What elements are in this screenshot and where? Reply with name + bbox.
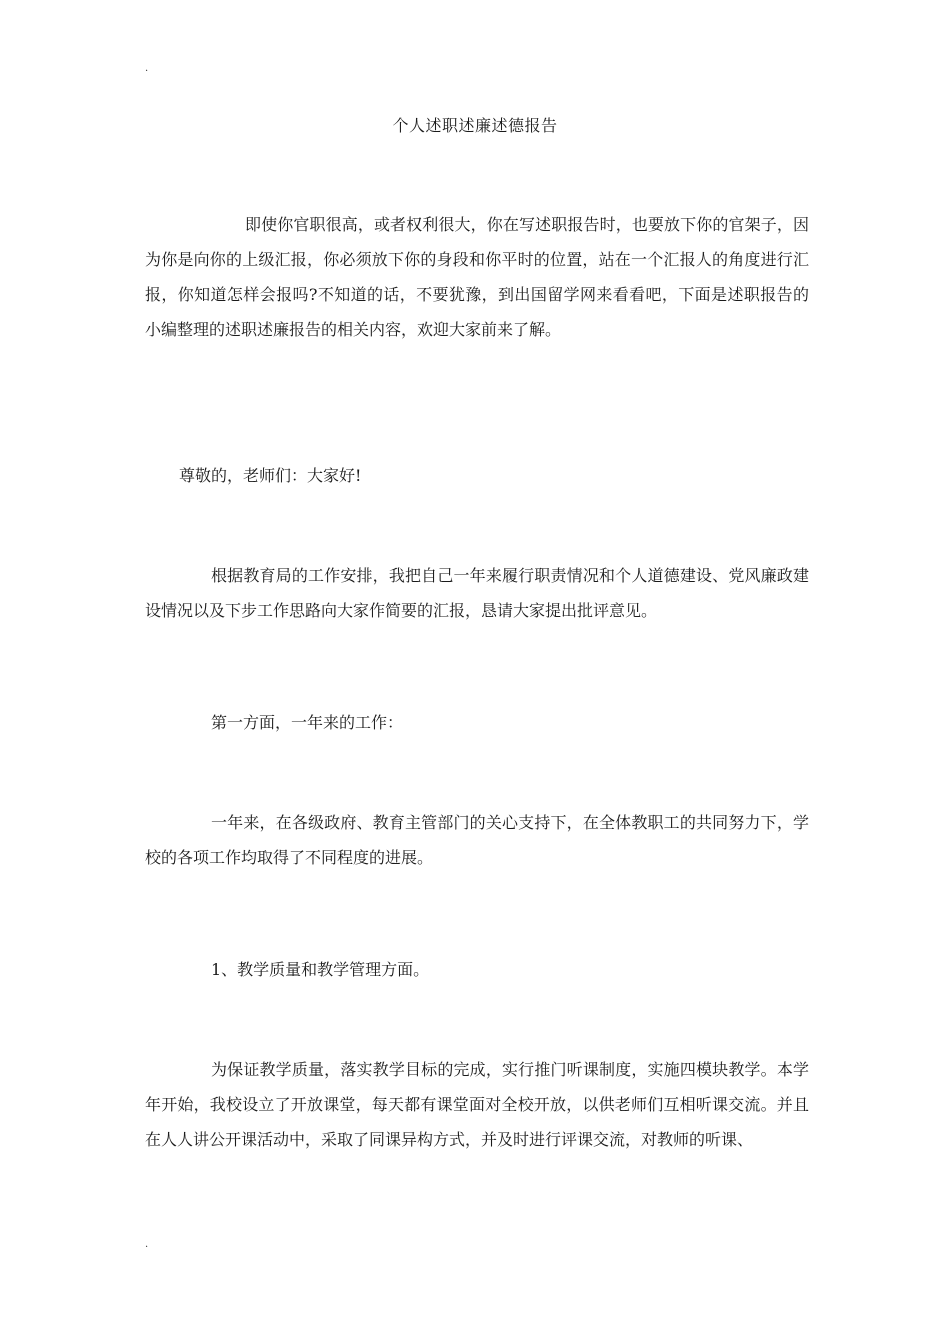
greeting-paragraph: 尊敬的，老师们：大家好! xyxy=(179,466,362,485)
page-top-mark: . xyxy=(145,63,149,74)
intro-paragraph: 即使你官职很高，或者权利很大，你在写述职报告时，也要放下你的官架子，因为你是向你的上级汇报，你必须放下你的身段和你平时的位置，站在一个汇报人的角度进行汇报，你知道怎样会报吗?不知道的话，不要犹豫，到出国留学网来看看吧，下面是述职报告的小编整理的述职述廉报告的相关内容，欢迎大家前来了解。 xyxy=(145,215,809,339)
teaching-quality-paragraph: 为保证教学质量，落实教学目标的完成，实行推门听课制度，实施四模块教学。本学年开始，我校设立了开放课堂，每天都有课堂面对全校开放，以供老师们互相听课交流。并且在人人讲公开课活动中，采取了同课异构方式，并及时进行评课交流，对教师的听课、 xyxy=(145,1060,809,1149)
page-bottom-mark: . xyxy=(145,1239,149,1250)
document-title: 个人述职述廉述德报告 xyxy=(392,116,558,135)
year-summary-paragraph: 一年来，在各级政府、教育主管部门的关心支持下，在全体教职工的共同努力下，学校的各项工作均取得了不同程度的进展。 xyxy=(145,813,809,867)
work-arrangement-paragraph: 根据教育局的工作安排，我把自己一年来履行职责情况和个人道德建设、党风廉政建设情况以及下步工作思路向大家作简要的汇报，恳请大家提出批评意见。 xyxy=(145,566,809,620)
section-heading-first: 第一方面，一年来的工作： xyxy=(211,713,404,732)
subsection-heading-teaching: 1、教学质量和教学管理方面。 xyxy=(211,960,430,979)
